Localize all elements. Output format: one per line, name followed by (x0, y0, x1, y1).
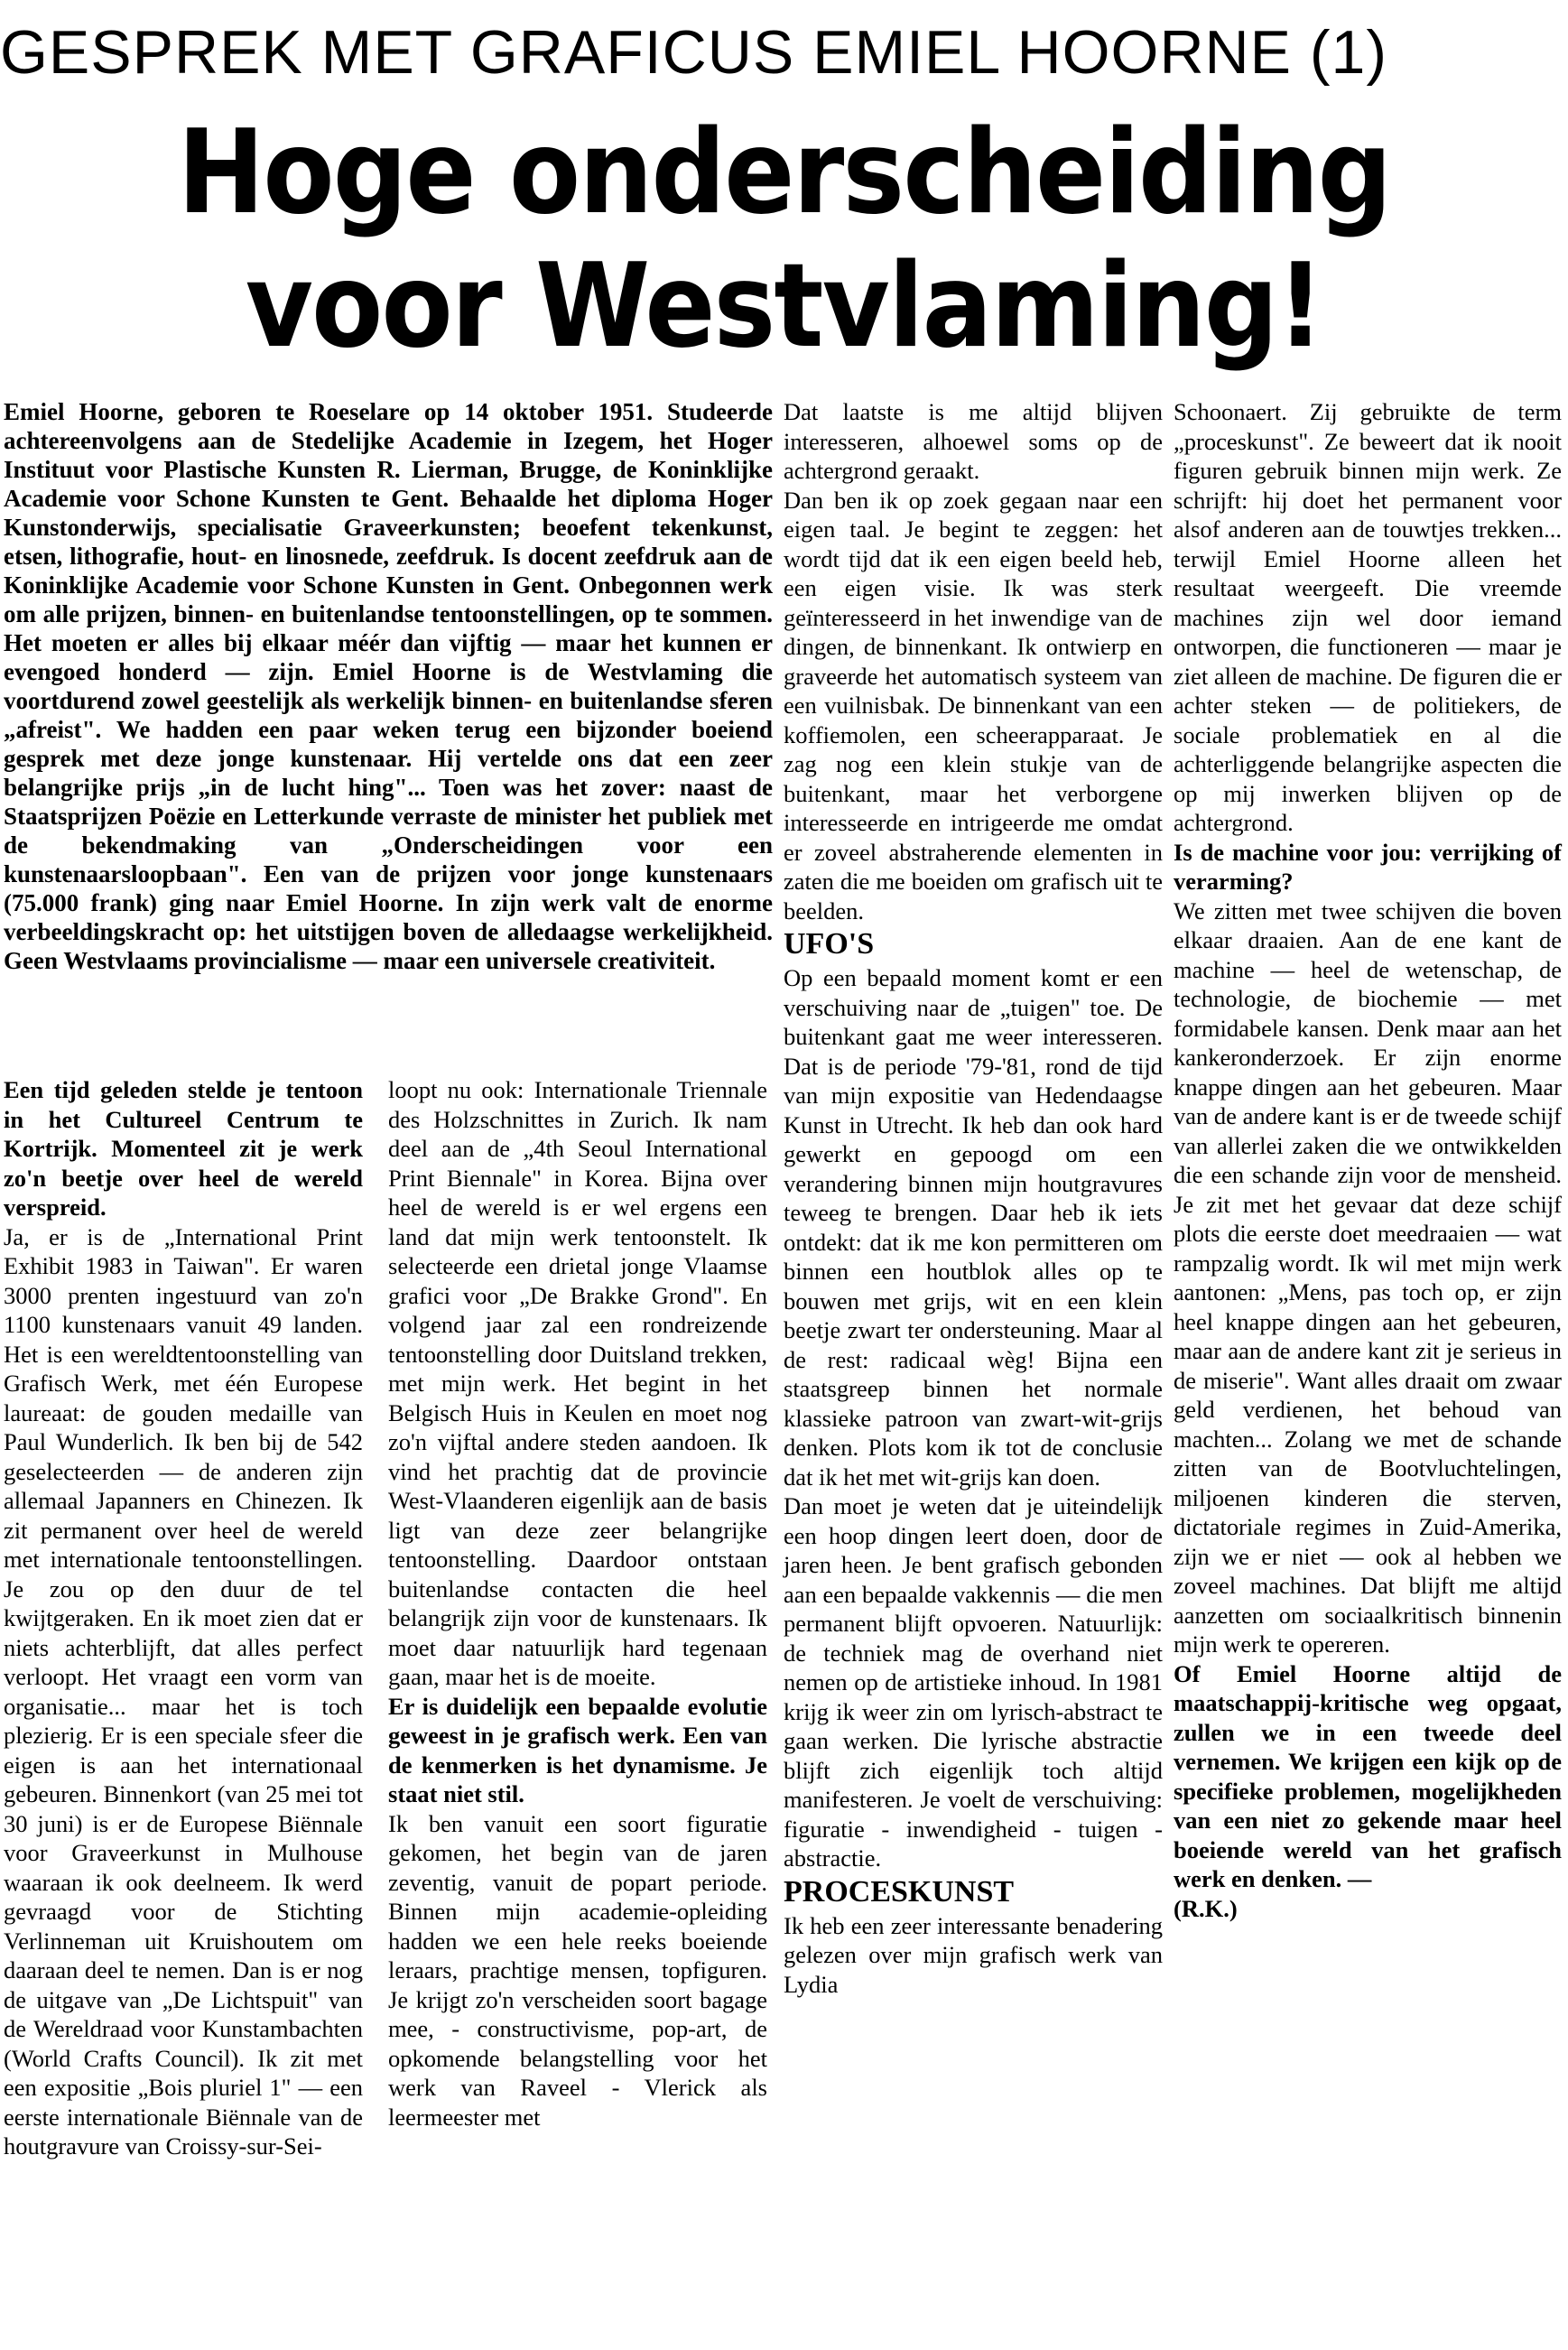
answer-paragraph: Dan ben ik op zoek gegaan naar een eigen taal. Je begint te zeggen: het wordt tijd dat ik een eigen beeld heb, een eigen visie. Ik was sterk geïnteresseerd in het inwendige van de dingen, de binnenkant. Ik ontwierp en graveerde het automatisch systeem van een vuilnisbak. De binnenkant van een koffiemolen, een scheerapparaat. Je zag nog een klein stukje van de buitenkant, maar het verborgene interesseerde en intrigeerde me omdat er zoveel abstraherende elementen in zaten die me boeiden om grafisch uit te beelden. (784, 486, 1163, 924)
headline-line-1: Hoge onderscheiding (177, 106, 1391, 240)
subheading-proceskunst: PROCESKUNST (784, 1874, 1015, 1909)
question: Een tijd geleden stelde je tentoon in het Cultureel Centrum te Kortrijk. Momenteel zit je werk zo'n beetje over heel de wereld verspreid. (4, 1076, 363, 1221)
closing-note: Of Emiel Hoorne altijd de maatschappij-kritische weg opgaat, zullen we in een tweede deel vernemen. We krijgen een kijk op de specifieke problemen, mogelijkheden van een niet zo gekende maar heel boeiende wereld van het grafisch werk en denken. — (1174, 1659, 1562, 1892)
answer-paragraph: Schoonaert. Zij gebruikte de term „proceskunst". Ze beweert dat ik nooit figuren gebruik binnen mijn werk. Ze schrijft: hij doet het permanent voor alsof anderen aan de touwtjes trekken... terwijl Emiel Hoorne alleen het resultaat weergeeft. Die vreemde machines zijn wel door iemand ontworpen, die functioneren — maar je ziet alleen de machine. De figuren die er achter steken — de politiekers, de sociale problematiek en al die achterliggende belangrijke aspecten die op mij inwerken blijven op de achtergrond. (1174, 398, 1562, 836)
intro-paragraph: Emiel Hoorne, geboren te Roeselare op 14 oktober 1951. Studeerde achtereenvolgens aan de Stedelijke Academie in Izegem, het Hoger Instituut voor Plastische Kunsten R. Lierman, Brugge, de Koninklijke Academie voor Schone Kunsten te Gent. Behaalde het diploma Hoger Kunstonderwijs, specialisatie Graveerkunsten; beoefent tekenkunst, etsen, lithografie, hout- en linosnede, zeefdruk. Is docent zeefdruk aan de Koninklijke Academie voor Schone Kunsten in Gent. Onbegonnen werk om alle prijzen, binnen- en buitenlandse tentoonstellingen, op te sommen. Het moeten er alles bij elkaar méér dan vijftig — maar het kunnen er evengoed honderd — zijn. Emiel Hoorne is de Westvlaming die voortdurend zowel geestelijk als werkelijk binnen- en buitenlandse sferen „afreist". We hadden een paar weken terug een bijzonder boeiend gesprek met deze jonge kunstenaar. Hij vertelde ons dat een zeer belangrijke prijs „in de lucht hing"... Toen was het zover: naast de Staatsprijzen Poëzie en Letterkunde verraste de minister het publiek met de bekendmaking van „Onderscheidingen voor een kunstenaarsloopbaan". Een van de prijzen voor jonge kunstenaars (75.000 frank) ging naar Emiel Hoorne. In zijn werk valt de enorme verbeeldingskracht op: het uitstijgen boven de alledaagse werkelijkheid. Geen Westvlaams provincialisme — maar een universele creativiteit. (4, 398, 773, 974)
answer-paragraph: Ik ben vanuit een soort figuratie gekomen, het begin van de jaren zeventig, vanuit de popart periode. Binnen mijn academie-opleiding hadden we een hele reeks boeiende leraars, prachtige mensen, topfiguren. Je krijgt zo'n verscheiden soort bagage mee, - constructivisme, pop-art, de opkomende belangstelling voor het werk van Raveel - Vlerick als leermeester met (388, 1809, 767, 2131)
column-3 (1174, 397, 1562, 1923)
answer-paragraph: Ik heb een zeer interessante benadering gelezen over mijn grafisch werk van Lydia (784, 1911, 1163, 1998)
question: Is de machine voor jou: verrijking of verarming? (1174, 838, 1562, 895)
question: Er is duidelijk een bepaalde evolutie geweest in je grafisch werk. Een van de kenmerken is het dynamisme. Je staat niet stil. (388, 1692, 767, 1807)
answer-paragraph: Ja, er is de „International Print Exhibit 1983 in Taiwan". Er waren 3000 prenten ingestuurd van zo'n 1100 kunstenaars vanuit 49 landen. Het is een wereldtentoonstelling van Grafisch Werk, met één Europese laureaat: de gouden medaille van Paul Wunderlich. Ik ben bij de 542 geselecteerden — de anderen zijn allemaal Japanners en Chinezen. Ik zit permanent over heel de wereld met internationale tentoonstellingen. Je zou op den duur de tel kwijtgeraken. En ik moet zien dat er niets achterblijft, dat alles perfect verloopt. Het vraagt een vorm van organisatie... maar het is toch plezierig. Er is een speciale sfeer die eigen is aan het internationaal gebeuren. Binnenkort (van 25 mei tot 30 juni) is er de Europese Biënnale voor Graveerkunst in Mulhouse waaraan ik ook deelneem. Ik werd gevraagd voor de Stichting Verlinneman uit Kruishoutem om daaraan deel te nemen. Dan is er nog de uitgave van „De Lichtspuit" van de Wereldraad voor Kunstambachten (World Crafts Council). Ik zit met een expositie „Bois pluriel 1" — een eerste internationale Biënnale van de houtgravure van Croissy-sur-Sei- (4, 1222, 363, 2160)
author-signature: (R.K.) (1174, 1894, 1238, 1922)
answer-paragraph: Op een bepaald moment komt er een verschuiving naar de „tuigen" toe. De buitenkant gaat me weer interesseren. Dat is de periode '79-'81, rond de tijd van mijn expositie van Hedendaagse Kunst in Utrecht. Ik heb dan ook hard gewerkt en gepoogd om een verandering binnen mijn houtgravures teweeg te brengen. Daar heb ik iets ontdekt: dat ik me kon permitteren om binnen een houtblok alles op te bouwen met grijs, wit en een klein beetje zwart ter ondersteuning. Maar al de rest: radicaal wèg! Bijna een staatsgreep binnen het normale klassieke patroon van zwart-wit-grijs denken. Plots kom ik tot de conclusie dat ik het met wit-grijs kan doen. (784, 964, 1163, 1491)
answer-paragraph: We zitten met twee schijven die boven elkaar draaien. Aan de ene kant de machine — heel de wetenschap, de technologie, de biochemie — met formidabele kansen. Denk maar aan het kankeronderzoek. Er zijn enorme knappe dingen aan het gebeuren. Maar van de andere kant is er de tweede schijf van allerlei zaken die we ontwikkelden die een schande zijn voor de mensheid. Je zit met het gevaar dat deze schijf plots die eerste doet meedraaien — wat rampzalig wordt. Ik wil met mijn werk aantonen: „Mens, pas toch op, er zijn heel knappe dingen aan het gebeuren, maar aan de andere kant zit je serieus in de miserie". Want alles draait om zwaar geld verdienen, het behoud van machten... Zolang we met de schande zitten van de Bootvluchtelingen, miljoenen kinderen die sterven, dictatoriale regimes in Zuid-Amerika, zijn we er niet — ook al hebben we zoveel machines. Dat blijft me altijd aanzetten om sociaalkritisch binnenin mijn werk te opereren. (1174, 896, 1562, 1658)
column-1a (4, 1075, 363, 2161)
answer-paragraph: loopt nu ook: Internationale Triennale des Holzschnittes in Zurich. Ik nam deel aan de „4th Seoul International Print Biennale" in Korea. Bijna over heel de wereld is er wel ergens een land dat mijn werk tentoonstelt. Ik selecteerde een drietal jonge Vlaamse grafici voor „De Brakke Grond". En volgend jaar zal een rondreizende tentoonstelling door Duitsland trekken, met mijn werk. Het begint in het Belgisch Huis in Keulen en moet nog zo'n vijftal andere steden aandoen. Ik vind het prachtig dat de provincie West-Vlaanderen eigenlijk aan de basis ligt van deze zeer belangrijke tentoonstelling. Daardoor ontstaan buitenlandse contacten die heel belangrijk zijn voor de kunstenaars. Ik moet daar natuurlijk hard tegenaan gaan, maar het is de moeite. (388, 1076, 767, 1690)
subheading-ufos: UFO'S (784, 927, 875, 961)
column-2 (784, 397, 1163, 1999)
answer-paragraph: Dat laatste is me altijd blijven interesseren, alhoewel soms op de achtergrond geraakt. (784, 398, 1163, 484)
intro-block (4, 397, 773, 975)
answer-paragraph: Dan moet je weten dat je uiteindelijk een hoop dingen leert doen, door de jaren heen. Je bent grafisch gebonden aan een bepaalde vakkennis — die men permanent blijft opvoeren. Natuurlijk: de techniek mag de overhand niet nemen op de artistieke inhoud. In 1981 krijg ik weer zin om lyrisch-abstract te gaan werken. Die lyrische abstractie blijft zich eigenlijk toch altijd manifesteren. Je voelt de verschuiving: figuratie - inwendigheid - tuigen - abstractie. (784, 1492, 1163, 1872)
headline-line-2: voor Westvlaming! (245, 239, 1323, 374)
headline (79, 107, 1489, 374)
kicker: GESPREK MET GRAFICUS EMIEL HOORNE (1) (0, 18, 1388, 87)
column-1b (388, 1075, 767, 2132)
